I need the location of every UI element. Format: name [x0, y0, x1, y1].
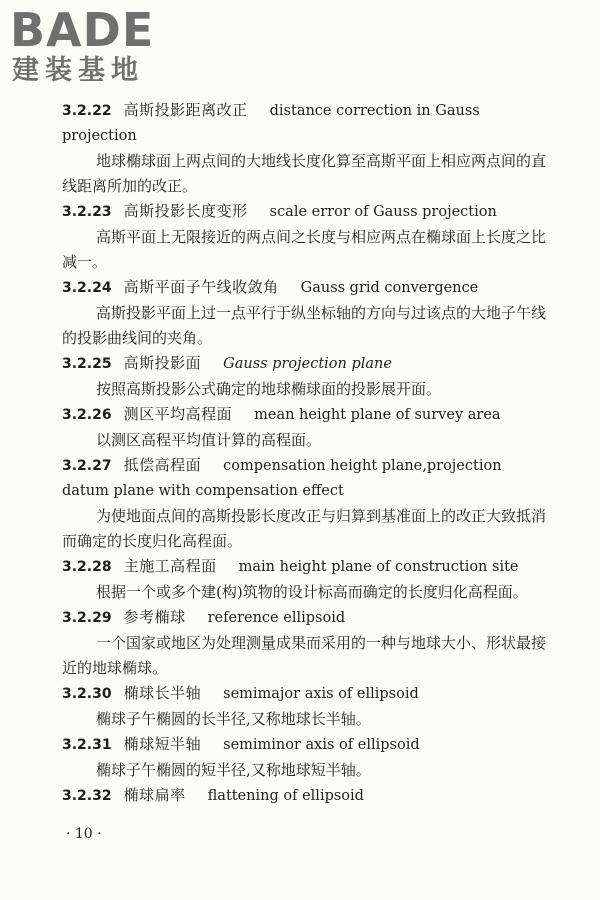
entry-term-cn: 椭球长半轴	[123, 684, 202, 702]
entry-definition: 为使地面点间的高斯投影长度改正与归算到基准面上的改正大致抵消而确定的长度归化高程面。	[62, 507, 547, 550]
entry-heading	[62, 605, 546, 631]
entry-term-en: distance correction in Gauss	[269, 103, 480, 119]
entry-term-en: Gauss projection plane	[223, 356, 392, 372]
logo-text-en: BADE	[10, 3, 155, 57]
entry-number: 3.2.24	[62, 280, 112, 296]
entry-term-cn: 抵偿高程面	[123, 456, 202, 474]
bade-logo	[10, 3, 180, 88]
entry-term-cn: 高斯投影面	[123, 354, 202, 372]
entry-3-2-31	[62, 732, 546, 783]
entry-term-cn: 椭球扁率	[123, 786, 186, 804]
entry-definition: 以测区高程平均值计算的高程面。	[96, 431, 322, 449]
entry-term-en: compensation height plane,projection	[223, 458, 502, 474]
entry-term-cn: 参考椭球	[123, 608, 186, 626]
entry-term-en: semimajor axis of ellipsoid	[223, 686, 419, 702]
entry-term-cn: 高斯平面子午线收敛角	[123, 278, 279, 296]
entry-definition: 根据一个或多个建(构)筑物的设计标高而确定的长度归化高程面。	[96, 583, 528, 601]
logo-text-cn: 建装基地	[12, 55, 144, 86]
entry-number: 3.2.27	[62, 458, 112, 474]
entry-3-2-32	[62, 783, 546, 809]
entry-3-2-24	[62, 275, 546, 351]
entry-term-en: flattening of ellipsoid	[207, 788, 364, 804]
entry-3-2-26	[62, 402, 546, 453]
entry-number: 3.2.29	[62, 610, 112, 626]
entry-3-2-27	[62, 453, 546, 554]
entry-number: 3.2.26	[62, 407, 112, 423]
entry-heading	[62, 732, 546, 758]
entry-definition: 按照高斯投影公式确定的地球椭球面的投影展开面。	[96, 380, 442, 398]
entry-heading	[62, 453, 546, 479]
entry-number: 3.2.28	[62, 559, 112, 575]
entry-heading	[62, 783, 546, 809]
entry-definition: 高斯投影平面上过一点平行于纵坐标轴的方向与过该点的大地子午线的投影曲线间的夹角。	[62, 304, 547, 347]
entry-term-cn: 高斯投影距离改正	[123, 101, 248, 119]
entry-definition: 一个国家或地区为处理测量成果而采用的一种与地球大小、形状最接近的地球椭球。	[62, 634, 547, 677]
entry-number: 3.2.25	[62, 356, 112, 372]
entry-term-en-cont: datum plane with compensation effect	[62, 483, 344, 499]
entry-heading	[62, 402, 546, 428]
page-number: · 10 ·	[66, 826, 102, 842]
entry-term-cn: 主施工高程面	[123, 557, 217, 575]
entry-term-cn: 椭球短半轴	[123, 735, 202, 753]
entry-number: 3.2.22	[62, 103, 112, 119]
entry-number: 3.2.30	[62, 686, 112, 702]
entry-3-2-25	[62, 351, 546, 402]
document-body	[62, 98, 546, 809]
entry-definition: 椭球子午椭圆的短半径,又称地球短半轴。	[96, 761, 371, 779]
entry-definition: 地球椭球面上两点间的大地线长度化算至高斯平面上相应两点间的直线距离所加的改正。	[62, 152, 547, 195]
entry-number: 3.2.23	[62, 204, 112, 220]
entry-heading	[62, 275, 546, 301]
entry-number: 3.2.32	[62, 788, 112, 804]
entry-term-cn: 高斯投影长度变形	[123, 202, 248, 220]
entry-term-en: Gauss grid convergence	[300, 280, 479, 296]
entry-3-2-29	[62, 605, 546, 681]
entry-term-cn: 测区平均高程面	[123, 405, 233, 423]
entry-definition: 椭球子午椭圆的长半径,又称地球长半轴。	[96, 710, 371, 728]
entry-term-en: semiminor axis of ellipsoid	[223, 737, 420, 753]
entry-term-en: scale error of Gauss projection	[269, 204, 497, 220]
entry-3-2-28	[62, 554, 546, 605]
entry-definition: 高斯平面上无限接近的两点间之长度与相应两点在椭球面上长度之比减一。	[62, 228, 547, 271]
entry-heading	[62, 199, 546, 225]
entry-heading	[62, 98, 546, 124]
entry-number: 3.2.31	[62, 737, 112, 753]
entry-term-en: main height plane of construction site	[238, 559, 519, 575]
entry-heading	[62, 351, 546, 377]
entry-3-2-22	[62, 98, 546, 199]
entry-heading	[62, 681, 546, 707]
entry-3-2-30	[62, 681, 546, 732]
entry-term-en: reference ellipsoid	[207, 610, 346, 626]
entry-term-en: mean height plane of survey area	[254, 407, 501, 423]
entry-heading	[62, 554, 546, 580]
entry-term-en-cont: projection	[62, 128, 137, 144]
entry-3-2-23	[62, 199, 546, 275]
